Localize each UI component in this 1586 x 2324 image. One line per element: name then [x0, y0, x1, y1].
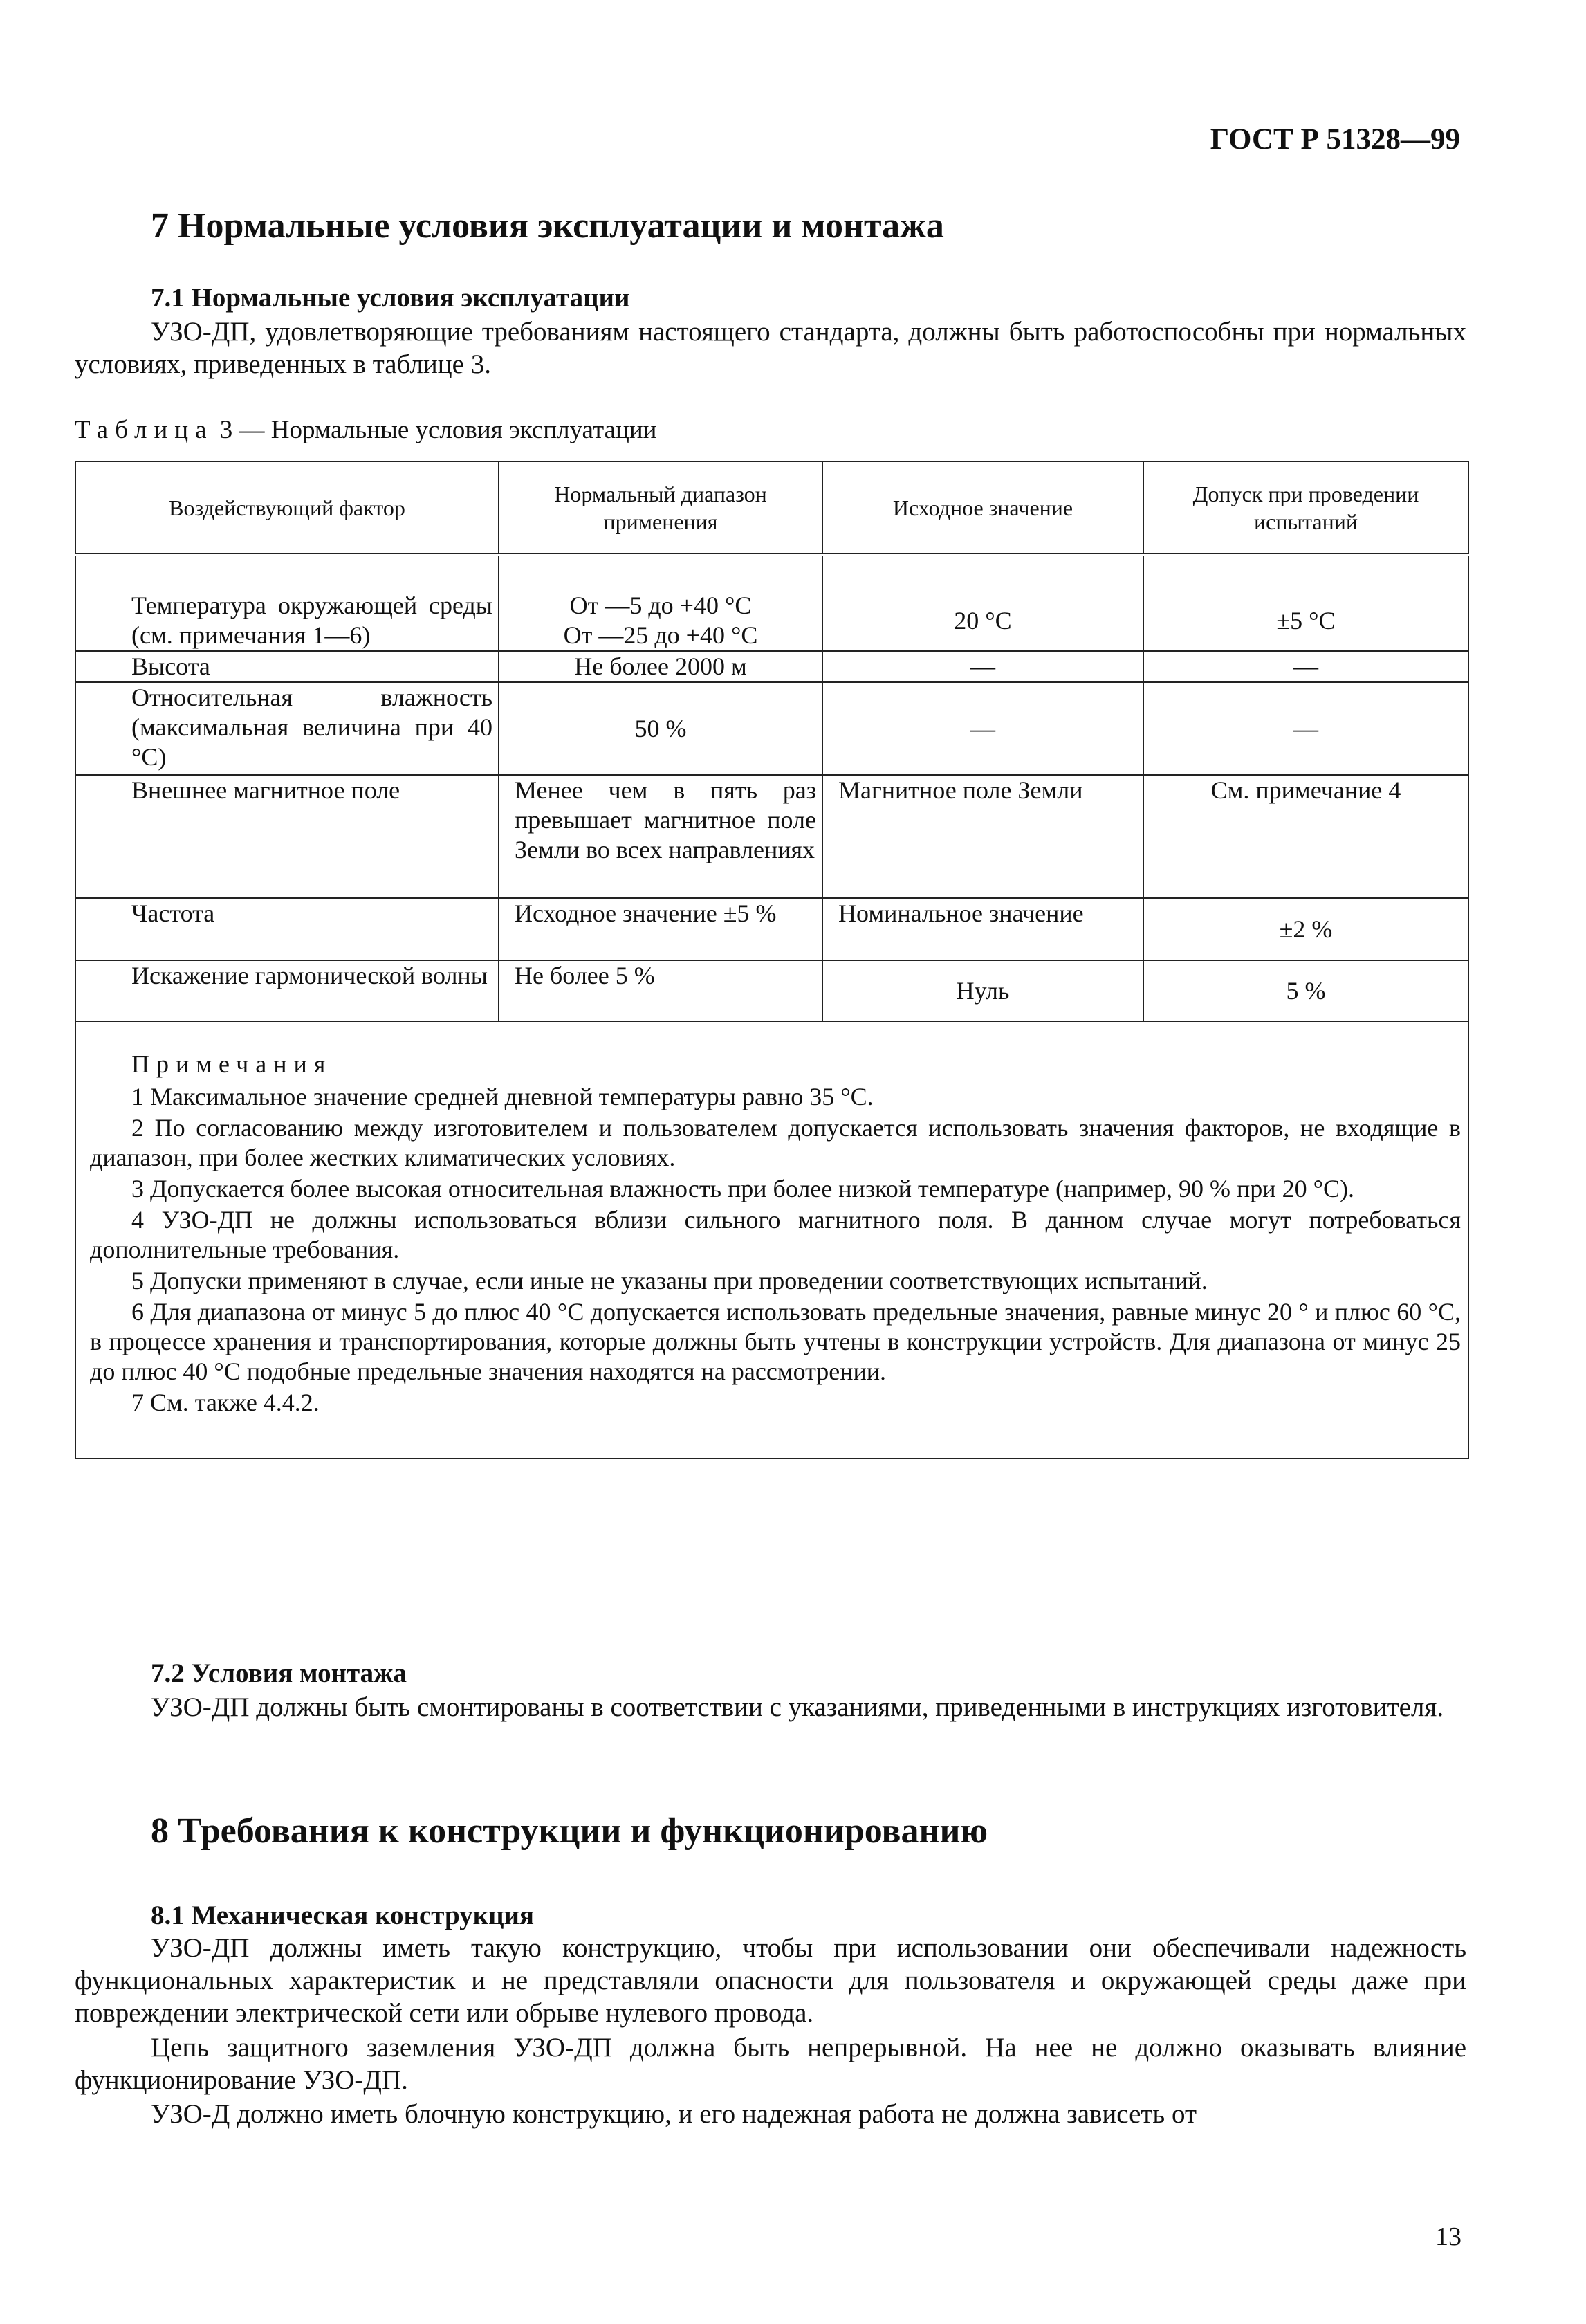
table-caption-label: Таблица: [75, 416, 214, 444]
section-7-title: 7 Нормальные условия эксплуатации и монтажа: [151, 206, 944, 246]
cell-factor: Частота: [75, 898, 499, 960]
notes-title: Примечания: [131, 1050, 333, 1078]
cell-range: Не более 2000 м: [499, 651, 822, 682]
header-tolerance: Допуск при проведении испытаний: [1143, 461, 1468, 555]
table-notes-row: [75, 1021, 1468, 1458]
section-8-title: 8 Требования к конструкции и функционированию: [151, 1811, 988, 1851]
cell-tolerance: —: [1143, 651, 1468, 682]
cell-range: 50 %: [499, 682, 822, 775]
cell-range: Исходное значение ±5 %: [499, 898, 822, 960]
table-row: [75, 651, 1468, 682]
header-factor: Воздействующий фактор: [75, 461, 499, 555]
cell-tolerance: —: [1143, 682, 1468, 775]
section-8-1-paragraph: УЗО-Д должно иметь блочную конструкцию, и его надежная работа не должна зависеть от: [151, 2099, 1197, 2129]
note-item: 2 По согласованию между изготовителем и пользователем допускается использовать значения факторов, не входящие в диапазон, при более жестких климатических условиях.: [90, 1114, 1461, 1171]
document-code: ГОСТ Р 51328—99: [1210, 123, 1460, 156]
cell-factor: Температура окружающей среды (см. примечания 1—6): [75, 591, 499, 651]
table-row: [75, 591, 1468, 651]
table-notes: [75, 1021, 1468, 1458]
cell-factor: Относительная влажность (максимальная величина при 40 °С): [75, 682, 499, 775]
note-item: 7 См. также 4.4.2.: [131, 1389, 320, 1416]
table-row: [75, 960, 1468, 1021]
cell-reference: —: [822, 651, 1143, 682]
section-7-1-text: УЗО-ДП, удовлетворяющие требованиям настоящего стандарта, должны быть работоспособны при нормальных условиях, приведенных в таблице 3.: [75, 317, 1466, 379]
section-7-2-text: УЗО-ДП должны быть смонтированы в соответствии с указаниями, приведенными в инструкциях изготовителя.: [151, 1692, 1444, 1722]
header-reference: Исходное значение: [822, 461, 1143, 555]
cell-range: Не более 5 %: [499, 960, 822, 1021]
cell-reference: —: [822, 682, 1143, 775]
section-7-2-title: 7.2 Условия монтажа: [151, 1658, 407, 1688]
table-row: [75, 682, 1468, 775]
cell-tolerance: См. примечание 4: [1143, 775, 1468, 898]
cell-reference: Номинальное значение: [822, 898, 1143, 960]
note-item: 6 Для диапазона от минус 5 до плюс 40 °С допускается использовать предельные значения, равные минус 20 ° и плюс 60 °С, в процессе хранения и транспортирования, которые должны быть учтены в конструкции устройств. Для диапазона от минус 25 до плюс 40 °С подобные предельные значения находятся на рассмотрении.: [90, 1298, 1461, 1385]
table-caption-text: 3 — Нормальные условия эксплуатации: [219, 416, 657, 444]
cell-factor: Искажение гармонической волны: [75, 960, 499, 1021]
note-item: 1 Максимальное значение средней дневной температуры равно 35 °С.: [131, 1083, 874, 1110]
cell-reference: Нуль: [822, 960, 1143, 1021]
cell-reference: 20 °С: [822, 591, 1143, 651]
cell-tolerance: ±5 °С: [1143, 591, 1468, 651]
cell-factor: Высота: [75, 651, 499, 682]
cell-range: От —5 до +40 °С От —25 до +40 °С: [499, 591, 822, 651]
table-row: [75, 775, 1468, 898]
page-number: 13: [1435, 2222, 1461, 2251]
table-header-row: [75, 461, 1468, 555]
table-row: [75, 898, 1468, 960]
table-caption: [75, 415, 1458, 446]
table-spacer: [75, 555, 1468, 591]
section-8-1-title: 8.1 Механическая конструкция: [151, 1901, 535, 1930]
section-8-1-paragraph: Цепь защитного заземления УЗО-ДП должна быть непрерывной. На нее не должно оказывать влияние функционирование УЗО-ДП.: [75, 2033, 1466, 2095]
cell-range: Менее чем в пять раз превышает магнитное поле Земли во всех направлениях: [499, 775, 822, 898]
section-7-1-title: 7.1 Нормальные условия эксплуатации: [151, 283, 630, 313]
header-range: Нормальный диапазон применения: [499, 461, 822, 555]
note-item: 4 УЗО-ДП не должны использоваться вблизи сильного магнитного поля. В данном случае могут потребоваться дополнительные требования.: [90, 1206, 1461, 1263]
conditions-table: [75, 461, 1469, 1459]
cell-tolerance: ±2 %: [1143, 898, 1468, 960]
section-8-1-paragraph: УЗО-ДП должны иметь такую конструкцию, чтобы при использовании они обеспечивали надежность функциональных характеристик и не представляли опасности для пользователя и окружающей среды даже при повреждении электрической сети или обрыве нулевого провода.: [75, 1933, 1466, 2028]
cell-factor: Внешнее магнитное поле: [75, 775, 499, 898]
cell-tolerance: 5 %: [1143, 960, 1468, 1021]
note-item: 3 Допускается более высокая относительная влажность при более низкой температуре (например, 90 % при 20 °С).: [131, 1175, 1354, 1202]
note-item: 5 Допуски применяют в случае, если иные не указаны при проведении соответствующих испытаний.: [131, 1267, 1208, 1294]
cell-reference: Магнитное поле Земли: [822, 775, 1143, 898]
